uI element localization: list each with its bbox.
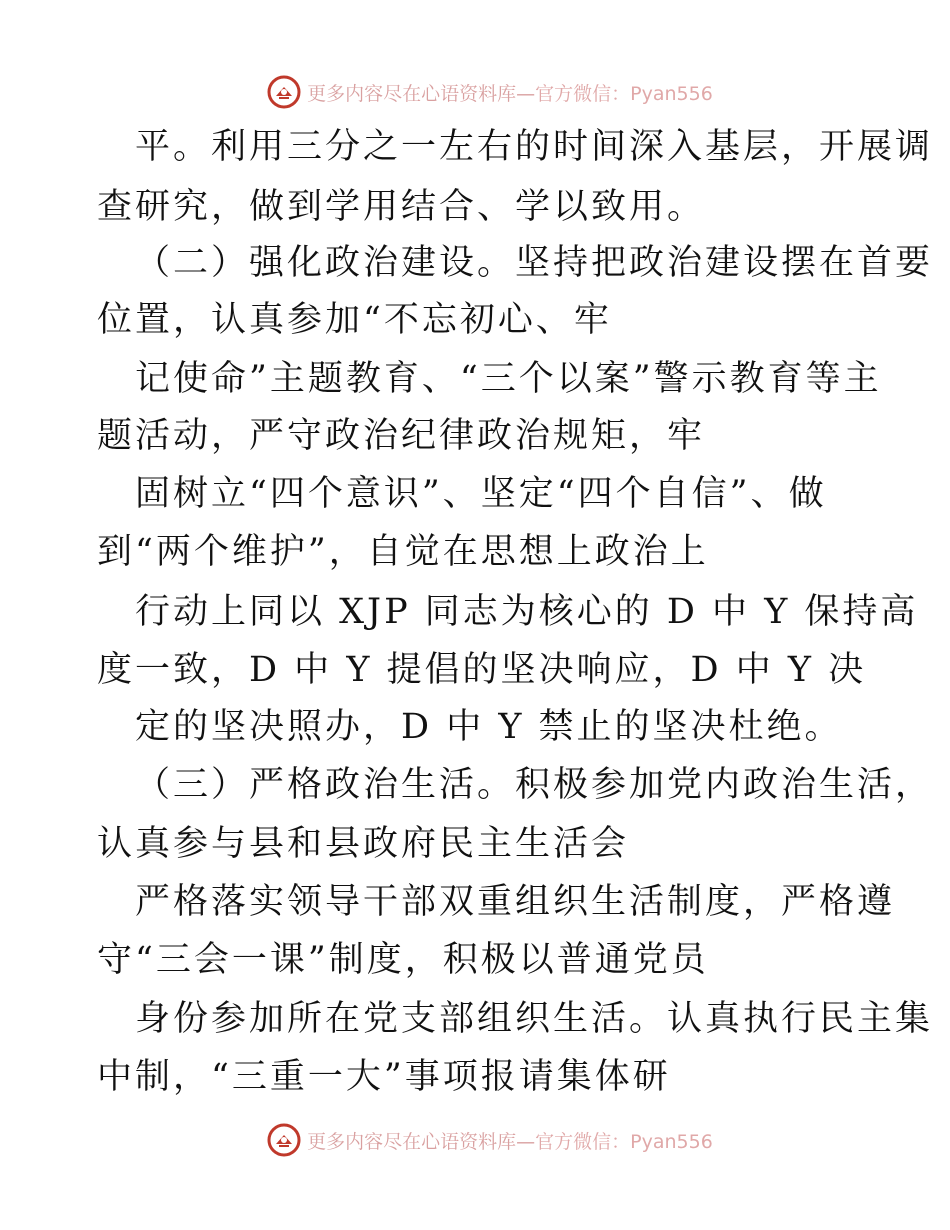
- body-line: （二）强化政治建设。坚持把政治建设摆在首要: [135, 243, 934, 283]
- body-line: 身份参加所在党支部组织生活。认真执行民主集: [135, 999, 934, 1039]
- body-line: 严格落实领导干部双重组织生活制度，严格遵: [135, 882, 896, 922]
- body-line: （三）严格政治生活。积极参加党内政治生活，: [135, 765, 934, 805]
- body-line: 定的坚决照办，D 中 Y 禁止的坚决杜绝。: [135, 707, 843, 747]
- body-line: 守“三会一课”制度，积极以普通党员: [97, 940, 709, 980]
- body-line: 到“两个维护”，自觉在思想上政治上: [97, 532, 709, 572]
- book-logo-icon: [267, 1123, 301, 1157]
- header-banner-wechat: 官方微信：Pyan556: [535, 82, 713, 105]
- footer-banner: [0, 1120, 950, 1160]
- footer-banner-wechat: 官方微信：Pyan556: [535, 1130, 713, 1153]
- body-line: 行动上同以 XJP 同志为核心的 D 中 Y 保持高: [135, 592, 919, 632]
- header-banner-text: 更多内容尽在心语资料库—: [307, 82, 536, 105]
- body-line: 度一致，D 中 Y 提倡的坚决响应，D 中 Y 决: [97, 650, 867, 690]
- body-line: 位置，认真参加“不忘初心、牢: [97, 300, 612, 340]
- body-line: 记使命”主题教育、“三个以案”警示教育等主: [135, 359, 882, 399]
- book-logo-icon: [267, 75, 301, 109]
- body-line: 查研究，做到学用结合、学以致用。: [97, 187, 706, 227]
- body-line: 固树立“四个意识”、坚定“四个自信”、做: [135, 474, 827, 514]
- header-banner: [0, 72, 950, 112]
- body-line: 中制，“三重一大”事项报请集体研: [97, 1057, 671, 1097]
- body-line: 认真参与县和县政府民主生活会: [97, 824, 630, 864]
- footer-banner-text: 更多内容尽在心语资料库—: [307, 1130, 536, 1153]
- body-line: 题活动，严守政治纪律政治规矩，牢: [97, 416, 706, 456]
- body-line: 平。利用三分之一左右的时间深入基层，开展调: [135, 127, 934, 167]
